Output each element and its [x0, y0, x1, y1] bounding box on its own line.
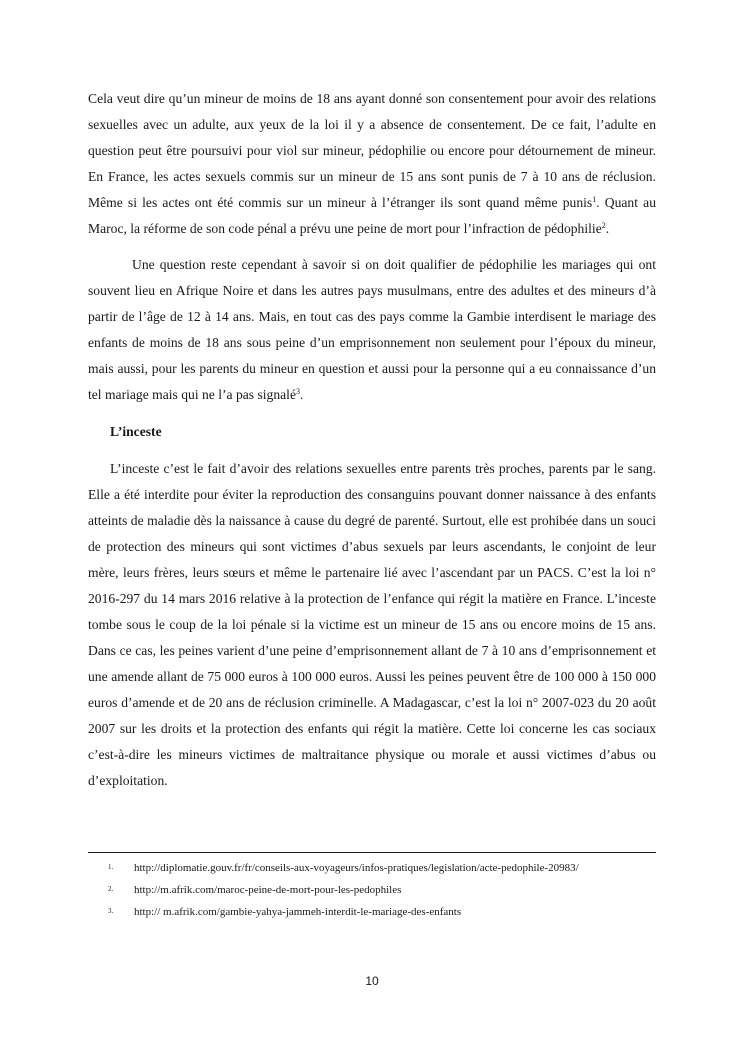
page-body	[88, 86, 656, 794]
footnote-link[interactable]: http:// m.afrik.com/gambie-yahya-jammeh-interdit-le-mariage-des-enfants	[134, 906, 462, 918]
footnote-link[interactable]: http://diplomatie.gouv.fr/fr/conseils-aux-voyageurs/infos-pratiques/legislation/acte-pedophile-20983/	[134, 862, 579, 874]
section-heading-inceste: L’inceste	[110, 424, 162, 439]
footnote-1	[108, 862, 668, 884]
footnote-ref-1[interactable]: 1	[592, 195, 597, 204]
footnote-number: 2.	[108, 885, 114, 893]
paragraph-consent: Cela veut dire qu’un mineur de moins de 18 ans ayant donné son consentement pour avoir des relations sexuelles avec un adulte, aux yeux de la loi il y a absence de consentement. De ce fait, l’adulte en question peut être poursuivi pour viol sur mineur, pédophilie ou encore pour détournement de mineur. En France, les actes sexuels commis sur un mineur de 15 ans sont punis de 7 à 10 ans de réclusion. Même si les actes ont été commis sur un mineur à l’étranger ils sont quand même punis$^1$. Quant au Maroc, la réforme de son code pénal a prévu une peine de mort pour l’infraction de pédophilie$^2$.	[88, 91, 656, 236]
paragraph-inceste: L’inceste c’est le fait d’avoir des relations sexuelles entre parents très proches, parents par le sang. Elle a été interdite pour éviter la reproduction des consanguins pouvant donner naissance à des enfants atteints de maladie dès la naissance à cause du degré de parenté. Surtout, elle est prohibée dans un souci de protection des mineurs qui sont victimes d’abus sexuels par leurs ascendants, le conjoint de leur mère, leurs frères, leurs sœurs et même le partenaire lié avec l’ascendant par un PACS. C’est la loi n° 2016-297 du 14 mars 2016 relative à la protection de l’enfance qui régit la matière en France. L’inceste tombe sous le coup de la loi pénale si la victime est un mineur de 15 ans ou encore moins de 15 ans. Dans ce cas, les peines varient d’une peine d’emprisonnement allant de 7 à 10 ans d’emprisonnement et une amende allant de 75 000 euros à 100 000 euros. Aussi les peines peuvent être de 100 000 à 150 000 euros d’amende et de 20 ans de réclusion criminelle. A Madagascar, c’est la loi n° 2007-023 du 20 août 2007 sur les droits et la protection des enfants qui régit la matière. Cette loi concerne les cas sociaux c’est-à-dire les mineurs victimes de maltraitance physique ou morale et aussi victimes d’abus ou d’exploitation.	[88, 461, 656, 788]
footnote-separator	[88, 852, 656, 853]
paragraph-marriages: Une question reste cependant à savoir si on doit qualifier de pédophilie les mariages qui ont souvent lieu en Afrique Noire et dans les autres pays musulmans, entre des adultes et des mineurs d’à partir de l’âge de 12 à 14 ans. Mais, en tout cas des pays comme la Gambie interdisent le mariage des enfants de moins de 18 ans sous peine d’un emprisonnement non seulement pour l’époux du mineur, mais aussi, pour les parents du mineur en question et aussi pour la personne qui a eu connaissance d’un tel mariage mais qui ne l’a pas signalé$^3$.	[88, 257, 656, 402]
footnote-link[interactable]: http://m.afrik.com/maroc-peine-de-mort-pour-les-pedophiles	[134, 884, 402, 896]
footnotes	[108, 862, 668, 928]
footnote-ref-2[interactable]: 2	[601, 221, 606, 230]
footnote-3	[108, 906, 668, 928]
page-number: 10	[365, 974, 379, 988]
footnote-ref-3[interactable]: 3	[296, 387, 300, 396]
footnote-number: 1.	[108, 863, 114, 871]
footnote-2	[108, 884, 668, 906]
footnote-number: 3.	[108, 907, 114, 915]
